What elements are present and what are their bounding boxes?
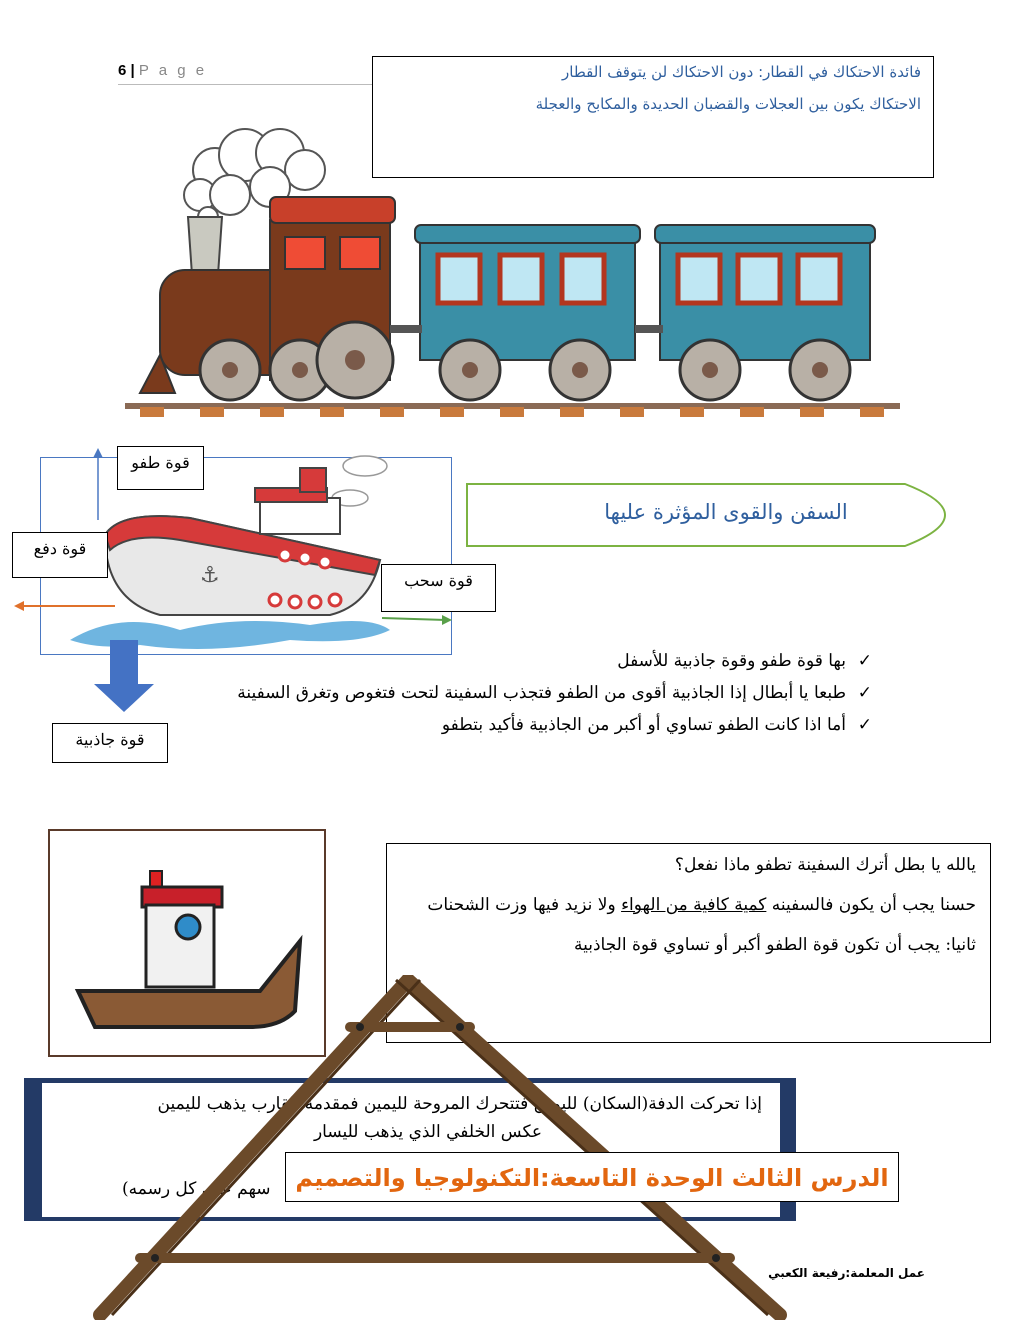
buoyancy-label-box <box>117 446 204 490</box>
page-word: P a g e <box>138 62 208 79</box>
question-line3: ثانيا: يجب أن تكون قوة الطفو أكبر أو تساوي قوة الجاذبية <box>573 935 976 955</box>
page-separator: | <box>130 62 135 79</box>
lesson-title: الدرس الثالث الوحدة التاسعة:التكنولوجيا والتصميم <box>295 1164 889 1192</box>
page-number <box>118 62 207 79</box>
carriage-1 <box>415 225 640 360</box>
bullet-item <box>150 677 872 709</box>
push-arrow <box>14 601 115 611</box>
friction-note-line2: الاحتكاك يكون بين العجلات والقضبان الحديدة والمكابح والعجلة <box>535 95 921 113</box>
teacher-credit: عمل المعلمة:رفيعة الكعبي <box>768 1266 925 1280</box>
page-number-value: 6 <box>118 62 127 79</box>
question-line2-start: حسنا يجب أن يكون فالسفينه <box>766 895 976 915</box>
ship-cabin <box>255 468 340 534</box>
bullet-list <box>150 645 872 741</box>
rail-track <box>125 403 900 417</box>
bullet-item <box>150 645 872 677</box>
buoyancy-label: قوة طفو <box>131 453 190 472</box>
check-icon: ✓ <box>857 651 872 671</box>
propeller-note-line3: سهم على كل رسمه) <box>122 1179 271 1199</box>
coupler <box>390 325 422 333</box>
pull-label-box <box>381 564 496 612</box>
section-title: السفن والقوى المؤثرة عليها <box>604 500 848 524</box>
check-icon: ✓ <box>857 683 872 703</box>
lesson-title-box <box>285 1152 899 1202</box>
pull-arrow <box>382 615 452 625</box>
question-line2-end: ولا نزيد فيها وزت الشحنات <box>427 895 622 915</box>
anchor-icon: ⚓ <box>200 563 220 588</box>
question-line2 <box>401 890 976 920</box>
pull-label: قوة سحب <box>404 571 473 590</box>
propeller-note-line1: إذا تحركت الدفة(السكان) لليمين فتتحرك المروحة لليمين فمقدمة القارب يذهب لليمين <box>157 1094 762 1114</box>
gravity-arrow <box>94 640 154 712</box>
header-rule <box>118 84 373 85</box>
carriage-2 <box>655 225 875 360</box>
question-line2-underlined: كمية كافية من الهواء <box>621 895 767 915</box>
buoyancy-arrow <box>93 448 103 520</box>
bullet-text: بها قوة طفو وقوة جاذبية للأسفل <box>617 651 846 671</box>
train-illustration <box>120 125 910 425</box>
question-line1: يالله يا بطل أترك السفينة تطفو ماذا نفعل؟ <box>674 855 976 875</box>
push-label-box <box>12 532 108 578</box>
check-icon: ✓ <box>857 715 872 735</box>
bullet-text: أما اذا كانت الطفو تساوي أو أكبر من الجاذبية فأكيد بتطفو <box>441 715 846 735</box>
gravity-label: قوة جاذبية <box>75 730 145 749</box>
friction-note-line1: فائدة الاحتكاك في القطار: دون الاحتكاك لن يتوقف القطار <box>562 63 921 81</box>
push-label: قوة دفع <box>33 539 87 558</box>
coupler <box>635 325 663 333</box>
propeller-note-line2: عكس الخلفي الذي يذهب لليسار <box>313 1122 542 1142</box>
bullet-text: طبعا يا أبطال إذا الجاذبية أقوى من الطفو فتجذب السفينة لتحت فتغوص وتغرق السفينة <box>237 683 846 703</box>
bullet-item <box>150 709 872 741</box>
